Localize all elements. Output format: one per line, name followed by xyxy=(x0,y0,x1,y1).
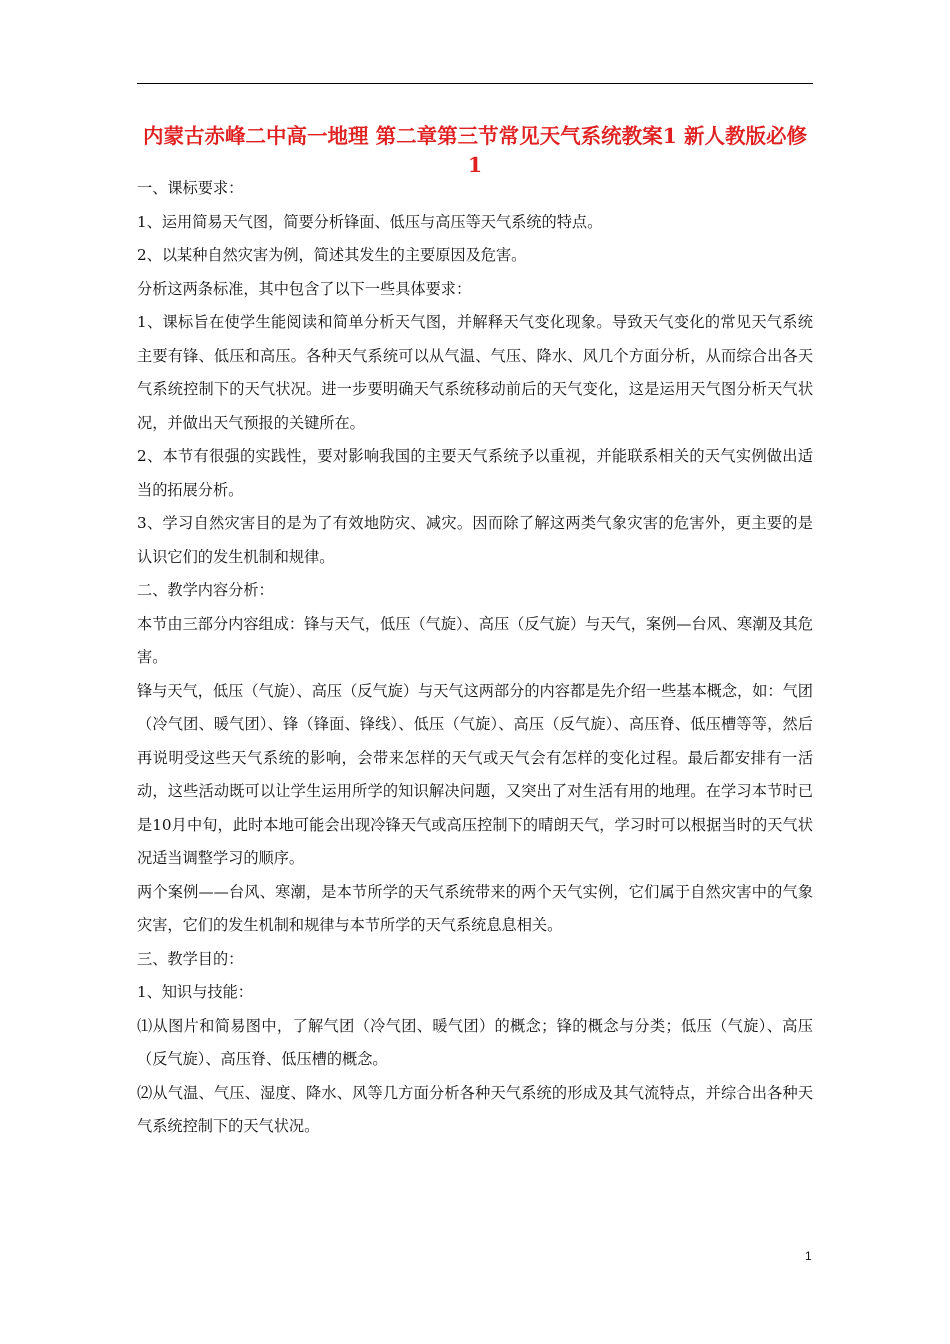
paragraph: 分析这两条标准，其中包含了以下一些具体要求： xyxy=(137,279,472,298)
paragraph: 1、知识与技能： xyxy=(137,983,253,1001)
paragraph: 2、以某种自然灾害为例，简述其发生的主要原因及危害。 xyxy=(137,246,527,264)
paragraph: 3、学习自然灾害目的是为了有效地防灾、减灾。因而除了解这两类气象灾害的危害外，更主要的是认识它们的发生机制和规律。 xyxy=(137,514,813,566)
paragraph: 1、课标旨在使学生能阅读和简单分析天气图，并解释天气变化现象。导致天气变化的常见天气系统主要有锋、低压和高压。各种天气系统可以从气温、气压、降水、风几个方面分析，从而综合出各天气系统控制下的天气状况。进一步要明确天气系统移动前后的天气变化，这是运用天气图分析天气状况，并做出天气预报的关键所在。 xyxy=(137,313,813,432)
header-rule xyxy=(137,83,813,84)
paragraph: ⑵从气温、气压、湿度、降水、风等几方面分析各种天气系统的形成及其气流特点，并综合出各种天气系统控制下的天气状况。 xyxy=(137,1083,813,1135)
section-heading-standards: 一、课标要求： xyxy=(137,179,244,197)
paragraph: 本节由三部分内容组成：锋与天气，低压（气旋）、高压（反气旋）与天气，案例—台风、寒潮及其危害。 xyxy=(137,614,813,666)
paragraph: 1、运用简易天气图，简要分析锋面、低压与高压等天气系统的特点。 xyxy=(137,212,603,231)
page-number: 1 xyxy=(805,1249,812,1263)
paragraph: 两个案例——台风、寒潮，是本节所学的天气系统带来的两个天气实例，它们属于自然灾害中的气象灾害，它们的发生机制和规律与本节所学的天气系统息息相关。 xyxy=(137,882,813,934)
paragraph: 2、本节有很强的实践性，要对影响我国的主要天气系统予以重视，并能联系相关的天气实例做出适当的拓展分析。 xyxy=(137,447,813,499)
document-body xyxy=(137,172,813,1144)
paragraph: ⑴从图片和简易图中，了解气团（冷气团、暖气团）的概念；锋的概念与分类；低压（气旋）、高压（反气旋）、高压脊、低压槽的概念。 xyxy=(137,1016,813,1068)
section-heading-objectives: 三、教学目的： xyxy=(137,949,244,968)
document-title: 内蒙古赤峰二中高一地理 第二章第三节常见天气系统教案1 新人教版必修1 xyxy=(142,124,808,177)
section-heading-content-analysis: 二、教学内容分析： xyxy=(137,581,274,599)
paragraph: 锋与天气，低压（气旋）、高压（反气旋）与天气这两部分的内容都是先介绍一些基本概念，如：气团（冷气团、暖气团）、锋（锋面、锋线）、低压（气旋）、高压（反气旋）、高压脊、低压槽等等，然后再说明受这些天气系统的影响，会带来怎样的天气或天气会有怎样的变化过程。最后都安排有一活动，这些活动既可以让学生运用所学的知识解决问题，又突出了对生活有用的地理。在学习本节时已是10月中旬，此时本地可能会出现冷锋天气或高压控制下的晴朗天气，学习时可以根据当时的天气状况适当调整学习的顺序。 xyxy=(137,681,813,867)
